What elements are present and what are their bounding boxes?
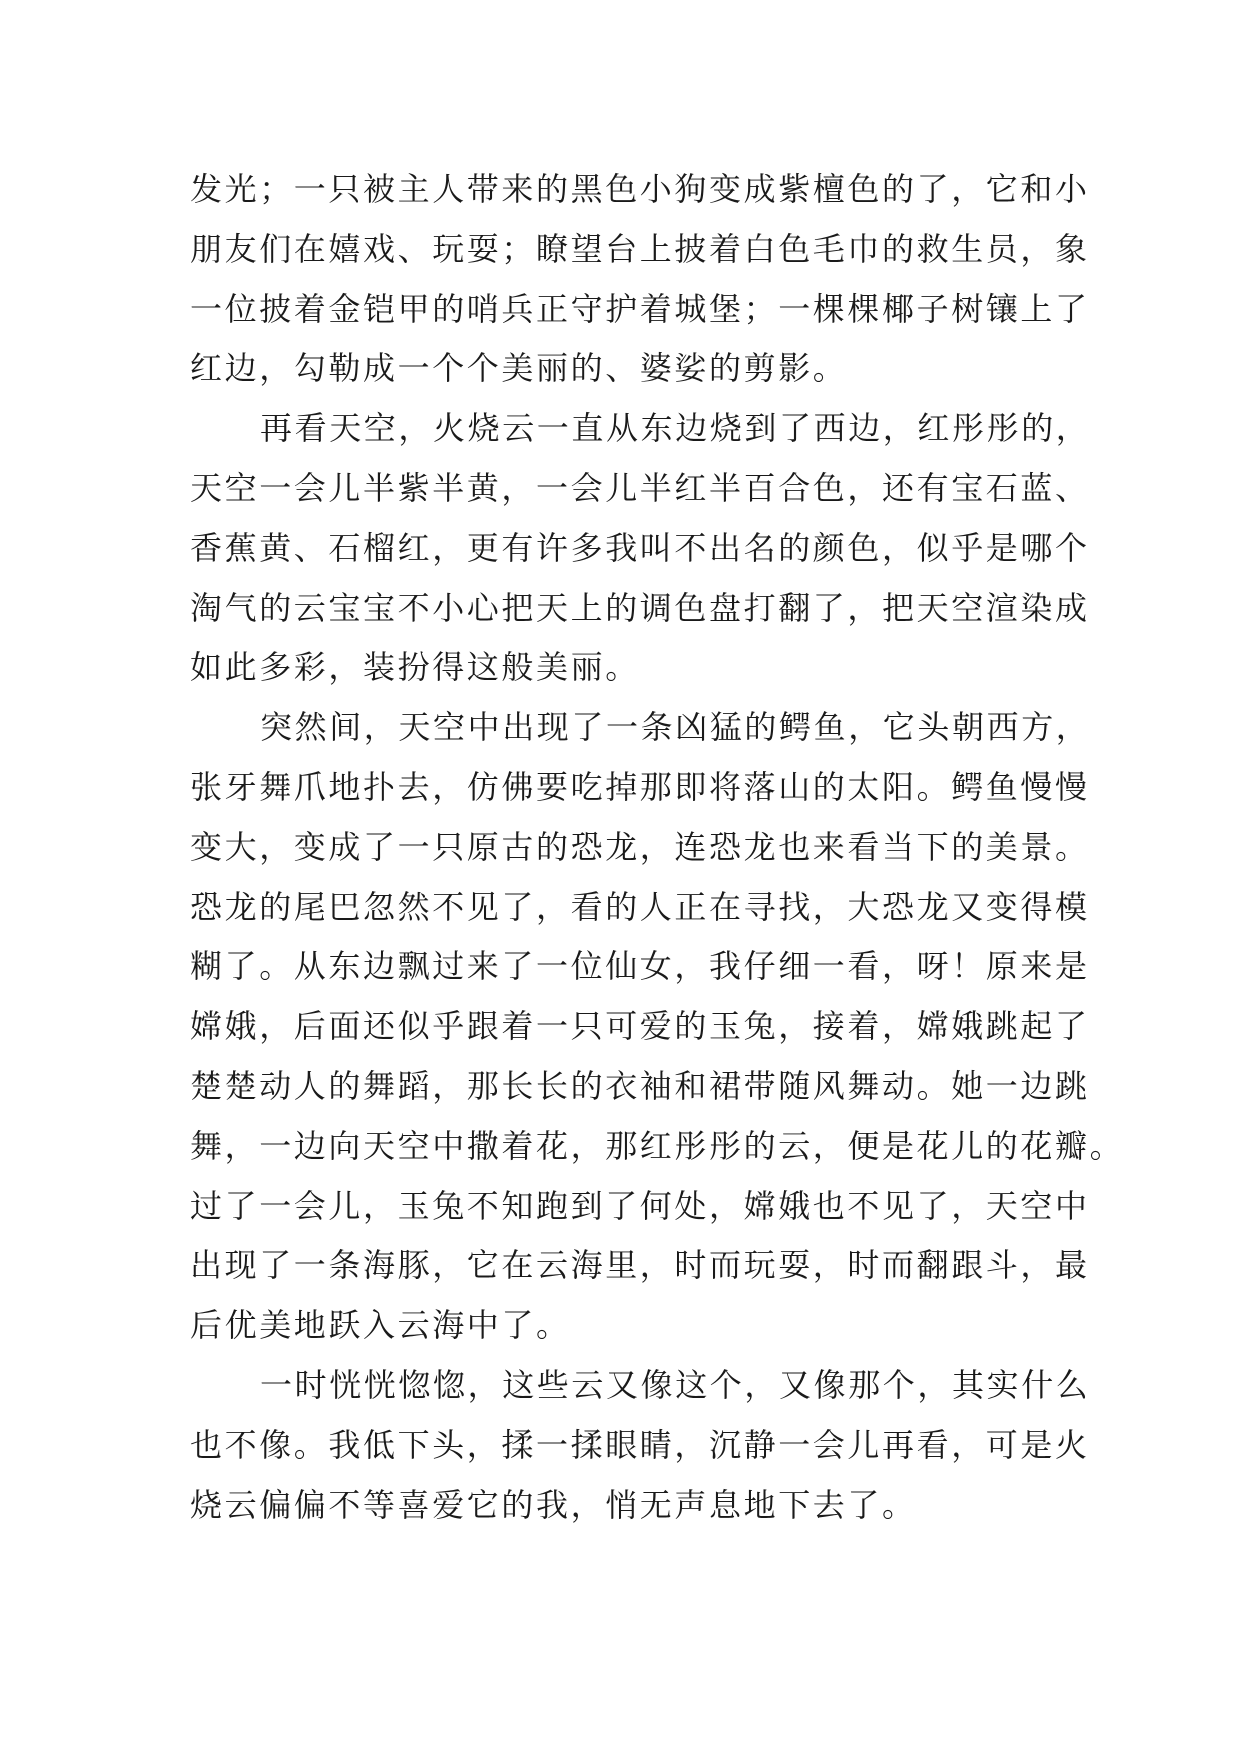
text-line: 嫦娥，后面还似乎跟着一只可爱的玉兔，接着，嫦娥跳起了 (190, 1007, 1090, 1046)
text-line: 楚楚动人的舞蹈，那长长的衣袖和裙带随风舞动。她一边跳 (190, 1066, 1090, 1105)
text-line: 红边，勾勒成一个个美丽的、婆娑的剪影。 (190, 349, 848, 388)
text-line: 突然间，天空中出现了一条凶猛的鳄鱼，它头朝西方， (260, 708, 1091, 747)
text-line: 张牙舞爪地扑去，仿佛要吃掉那即将落山的太阳。鳄鱼慢慢 (190, 767, 1090, 806)
text-line: 再看天空，火烧云一直从东边烧到了西边，红彤彤的， (260, 409, 1091, 448)
text-line: 天空一会儿半紫半黄，一会儿半红半百合色，还有宝石蓝、 (190, 468, 1090, 507)
text-line: 后优美地跃入云海中了。 (190, 1306, 571, 1345)
text-line: 一时恍恍惚惚，这些云又像这个，又像那个，其实什么 (260, 1365, 1091, 1404)
text-line: 过了一会儿，玉兔不知跑到了何处，嫦娥也不见了，天空中 (190, 1186, 1090, 1225)
text-line: 舞，一边向天空中撒着花，那红彤彤的云，便是花儿的花瓣。 (190, 1126, 1125, 1165)
text-line: 也不像。我低下头，揉一揉眼睛，沉静一会儿再看，可是火 (190, 1425, 1090, 1464)
text-line: 恐龙的尾巴忽然不见了，看的人正在寻找，大恐龙又变得模 (190, 887, 1090, 926)
text-line: 变大，变成了一只原古的恐龙，连恐龙也来看当下的美景。 (190, 827, 1090, 866)
text-line: 香蕉黄、石榴红，更有许多我叫不出名的颜色，似乎是哪个 (190, 528, 1090, 567)
text-line: 淘气的云宝宝不小心把天上的调色盘打翻了，把天空渲染成 (190, 588, 1090, 627)
text-line: 出现了一条海豚，它在云海里，时而玩耍，时而翻跟斗，最 (190, 1246, 1090, 1285)
text-line: 发光；一只被主人带来的黑色小狗变成紫檀色的了，它和小 (190, 170, 1090, 208)
text-line: 一位披着金铠甲的哨兵正守护着城堡；一棵棵椰子树镶上了 (190, 289, 1090, 328)
text-line: 如此多彩，装扮得这般美丽。 (190, 648, 640, 687)
text-line: 烧云偏偏不等喜爱它的我，悄无声息地下去了。 (190, 1485, 917, 1524)
document-body (190, 160, 1125, 1535)
text-line: 糊了。从东边飘过来了一位仙女，我仔细一看，呀！原来是 (190, 947, 1090, 986)
text-line: 朋友们在嬉戏、玩耍；瞭望台上披着白色毛巾的救生员，象 (190, 229, 1090, 268)
